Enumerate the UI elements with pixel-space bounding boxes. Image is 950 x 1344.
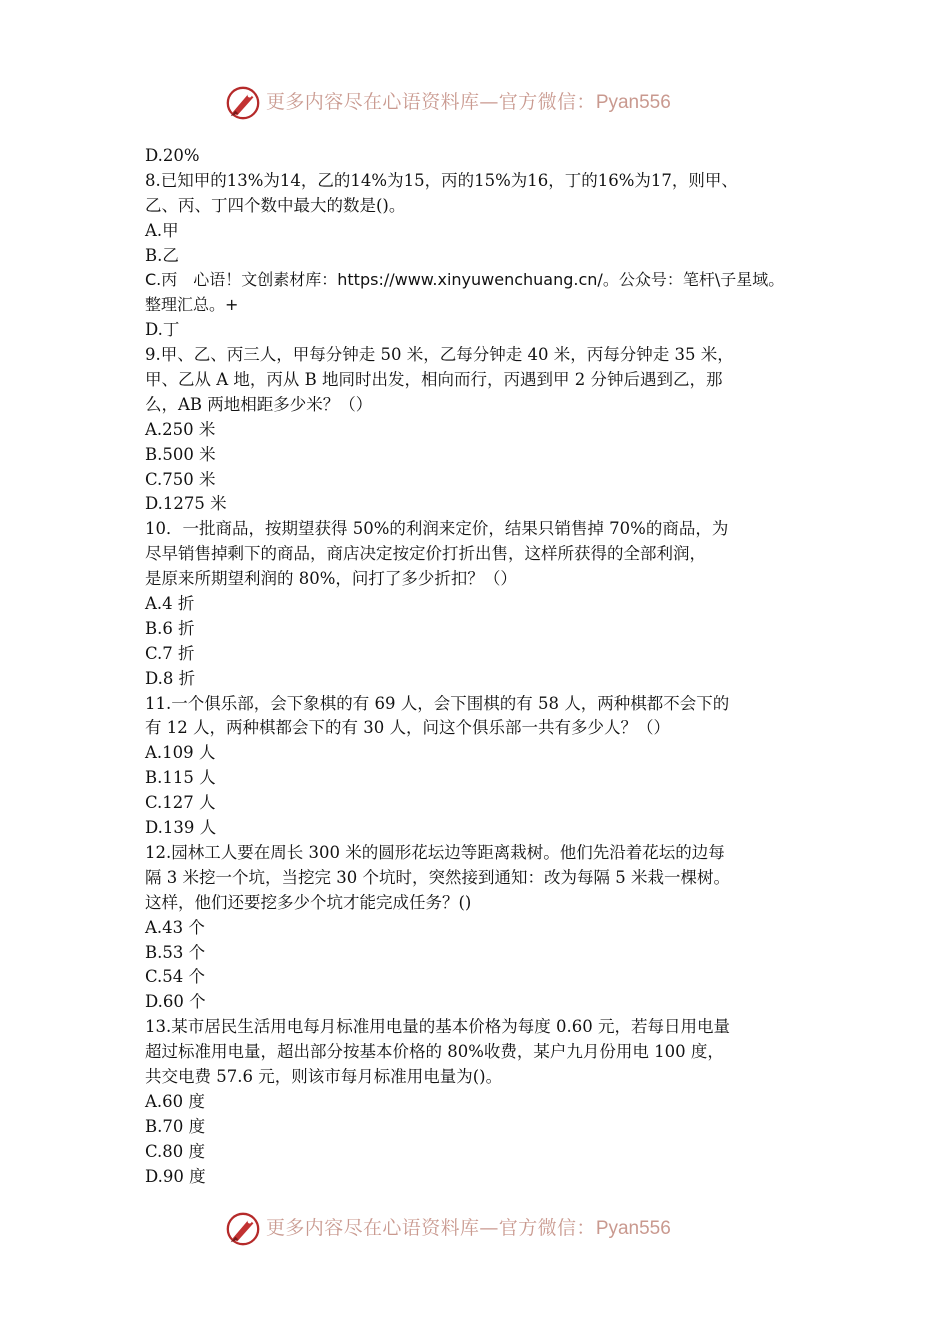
text-line: C.54 个 — [145, 967, 206, 987]
text-line: 么，AB 两地相距多少米？（） — [145, 394, 373, 414]
text-line: B.6 折 — [145, 618, 195, 638]
text-line: B.乙 — [145, 245, 179, 265]
text-line: D.8 折 — [145, 668, 196, 688]
banner-caption: 更多内容尽在心语资料库—官方微信： — [266, 91, 596, 113]
text-line: B.115 人 — [145, 768, 216, 788]
text-line: A.109 人 — [145, 743, 216, 763]
header-banner — [0, 80, 950, 126]
text-line: D.60 个 — [145, 992, 206, 1012]
text-line: 这样，他们还要挖多少个坑才能完成任务？() — [145, 892, 472, 912]
text-line: C.127 人 — [145, 793, 216, 813]
text-line: 12.园林工人要在周长 300 米的圆形花坛边等距离栽树。他们先沿着花坛的边每 — [145, 842, 725, 862]
banner-text — [266, 89, 671, 116]
text-line: C.80 度 — [145, 1141, 206, 1161]
text-line: B.500 米 — [145, 444, 216, 464]
document-body — [145, 144, 815, 1189]
banner-wechat-id: Pyan556 — [595, 92, 671, 113]
banner-wechat-id: Pyan556 — [595, 1218, 671, 1239]
text-line: B.70 度 — [145, 1116, 206, 1136]
text-line: D.139 人 — [145, 818, 217, 838]
text-line: D.90 度 — [145, 1166, 206, 1186]
text-line: 10．一批商品，按期望获得 50%的利润来定价，结果只销售掉 70%的商品，为 — [145, 519, 729, 539]
text-line: A.4 折 — [145, 594, 195, 614]
banner-caption: 更多内容尽在心语资料库—官方微信： — [266, 1217, 596, 1239]
text-line: A.43 个 — [145, 917, 205, 937]
watermark-line: C.丙 心语！文创素材库：https://www.xinyuwenchuang.cn/。公众号：笔杆\子星域。 — [145, 270, 785, 290]
footer-banner — [0, 1206, 950, 1252]
text-line: C.7 折 — [145, 643, 195, 663]
text-line: 共交电费 57.6 元，则该市每月标准用电量为()。 — [145, 1066, 503, 1086]
text-line: B.53 个 — [145, 942, 206, 962]
text-line: 是原来所期望利润的 80%，问打了多少折扣？（） — [145, 569, 517, 589]
text-line: A.甲 — [145, 220, 179, 240]
banner-text — [266, 1215, 671, 1242]
text-line: D.丁 — [145, 320, 180, 340]
text-line: 8.已知甲的13%为14，乙的14%为15，丙的15%为16，丁的16%为17，则甲、 — [145, 170, 738, 190]
text-line: C.750 米 — [145, 469, 216, 489]
text-line: D.20% — [145, 146, 200, 165]
text-line: 尽早销售掉剩下的商品，商店决定按定价打折出售，这样所获得的全部利润， — [145, 544, 706, 564]
text-line: 乙、丙、丁四个数中最大的数是()。 — [145, 195, 406, 215]
text-line: 甲、乙从 A 地，丙从 B 地同时出发，相向而行，丙遇到甲 2 分钟后遇到乙，那 — [145, 370, 723, 390]
text-line: 有 12 人，两种棋都会下的有 30 人，问这个俱乐部一共有多少人？（） — [145, 718, 670, 738]
text-line: 隔 3 米挖一个坑，当挖完 30 个坑时，突然接到通知：改为每隔 5 米栽一棵树。 — [145, 867, 730, 887]
text-line: A.60 度 — [145, 1091, 205, 1111]
pen-nib-logo-icon — [224, 1210, 262, 1248]
text-line: 13.某市居民生活用电每月标准用电量的基本价格为每度 0.60 元，若每日用电量 — [145, 1017, 730, 1037]
pen-nib-logo-icon — [224, 84, 262, 122]
watermark-line: 整理汇总。+ — [145, 295, 239, 315]
text-line: D.1275 米 — [145, 494, 227, 514]
text-line: 11.一个俱乐部，会下象棋的有 69 人，会下围棋的有 58 人，两种棋都不会下的 — [145, 693, 730, 713]
text-line: 9.甲、乙、丙三人，甲每分钟走 50 米，乙每分钟走 40 米，丙每分钟走 35 米， — [145, 345, 734, 365]
text-line: A.250 米 — [145, 419, 216, 439]
text-line: 超过标准用电量，超出部分按基本价格的 80%收费，某户九月份用电 100 度， — [145, 1042, 724, 1062]
